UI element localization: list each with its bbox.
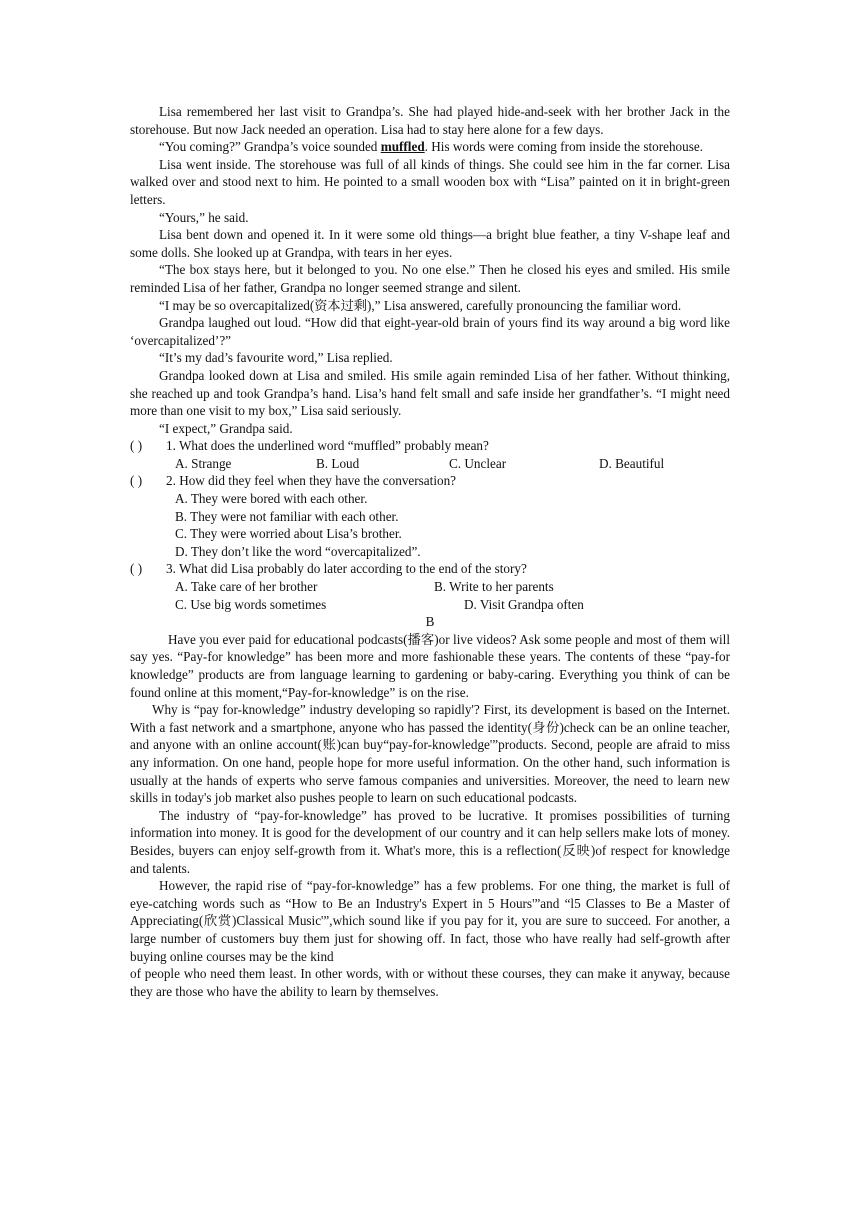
document-page [130, 103, 730, 1000]
passage-a-paragraph-1: Lisa remembered her last visit to Grandpa’s. She had played hide-and-seek with her brother Jack in the storehouse. But now Jack needed an operation. Lisa had to stay here alone for a few days. [130, 104, 730, 137]
option-a: A. They were bored with each other. [175, 491, 368, 507]
question-text: 2. How did they feel when they have the conversation? [166, 473, 457, 489]
option-b: B. They were not familiar with each other. [175, 508, 399, 524]
passage-b-paragraph-1: Have you ever paid for educational podcasts(播客)or live videos? Ask some people and most of them will say yes. “Pay-for knowledge” has been more and more fashionable these years. The contents of these “pay-for knowledge” products are from language learning to gardening or baby-caring. Everything you think of can be found online at this moment,“Pay-for-knowledge” is on the rise. [130, 631, 730, 700]
option-d: D. Visit Grandpa often [464, 596, 584, 612]
question-text: 3. What did Lisa probably do later according to the end of the story? [166, 561, 527, 577]
option-c: C. They were worried about Lisa’s brother. [175, 526, 402, 542]
passage-a-paragraph-4: “Yours,” he said. [159, 209, 249, 225]
option-d: D. They don’t like the word “overcapitalized”. [175, 543, 421, 559]
underlined-word: muffled [380, 139, 425, 155]
option-b: B. Write to her parents [434, 579, 554, 595]
option-a: A. Strange [175, 455, 232, 471]
text-segment: “You coming?” Grandpa’s voice sounded [159, 139, 381, 155]
passage-a-paragraph-3: Lisa went inside. The storehouse was full of all kinds of things. She could see him in the far corner. Lisa walked over and stood next to him. He pointed to a small wooden box with “Lisa” painted on it in bright-green letters. [130, 156, 730, 207]
question-3-options-row-1 [175, 578, 730, 596]
passage-b-paragraph-4: However, the rapid rise of “pay-for-knowledge” has a few problems. For one thing, the market is full of eye-catching words such as “How to Be an Industry's Expert in 5 Hours'”and “l5 Classes to Be a Master of Appreciating(欣赏)Classical Music'”,which sound like if you pay for it, you are sure to succeed. For another, a large number of customers buy them just for showing off. In fact, those who have really had self-growth after buying online courses may be the kind [130, 878, 730, 964]
question-1 [130, 437, 730, 455]
passage-a-paragraph-7: “I may be so overcapitalized(资本过剩),” Lisa answered, carefully pronouncing the familiar word. [159, 297, 682, 313]
question-3 [130, 560, 730, 578]
passage-a-paragraph-10: Grandpa looked down at Lisa and smiled. His smile again reminded Lisa of her father. Without thinking, she reached up and took Grandpa’s hand. Lisa’s hand felt small and safe inside her grandfather’s. “I might need more than one visit to my box,” Lisa said seriously. [130, 367, 730, 419]
passage-a-paragraph-6: “The box stays here, but it belonged to you. No one else.” Then he closed his eyes and smiled. His smile reminded Lisa of her father, Grandpa no longer seemed strange and silent. [130, 262, 730, 295]
passage-a-paragraph-8: Grandpa laughed out loud. “How did that eight-year-old brain of yours find its way around a big word like ‘overcapitalized’?” [130, 315, 730, 348]
section-b-heading: B [425, 614, 435, 630]
answer-blank: ( ) [130, 473, 143, 489]
passage-a-paragraph-11: “I expect,” Grandpa said. [159, 420, 293, 436]
option-d: D. Beautiful [599, 455, 665, 471]
passage-a-paragraph-5: Lisa bent down and opened it. In it were some old things—a bright blue feather, a tiny V-shape leaf and some dolls. She looked up at Grandpa, with tears in her eyes. [130, 227, 730, 260]
passage-b-paragraph-5: of people who need them least. In other words, with or without these courses, they can make it anyway, because they are those who have the ability to learn by themselves. [130, 966, 730, 999]
option-b: B. Loud [316, 455, 360, 471]
passage-a-paragraph-2 [130, 138, 730, 156]
passage-b-paragraph-3: The industry of “pay-for-knowledge” has proved to be lucrative. It promises possibilities of turning information into money. It is good for the development of our country and it can help sellers make lots of money. Besides, buyers can enjoy self-growth from it. What's more, this is a reflection(反映)of respect for knowledge and talents. [130, 807, 730, 876]
question-2 [130, 472, 730, 490]
question-1-options [175, 455, 730, 473]
text-segment: . His words were coming from inside the storehouse. [424, 139, 704, 155]
question-text: 1. What does the underlined word “muffled” probably mean? [166, 438, 489, 454]
question-3-options-row-2 [175, 596, 730, 614]
option-c: C. Use big words sometimes [175, 596, 327, 612]
passage-b-paragraph-2: Why is “pay for-knowledge” industry developing so rapidly'? First, its development is based on the Internet. With a fast network and a smartphone, anyone who has passed the identity(身份)check can be an online teacher, and anyone with an online account(账)can buy“pay-for-knowledge'”products. Second, people are afraid to miss any information. On one hand, people hope for more useful information. On the other hand, such information is usually at the hands of experts who serve famous companies and universities. Moreover, the need to learn new skills in today's job market also pushes people to learn on such educational podcasts. [130, 702, 730, 806]
passage-a-paragraph-9: “It’s my dad’s favourite word,” Lisa replied. [159, 350, 393, 366]
option-a: A. Take care of her brother [175, 579, 318, 595]
answer-blank: ( ) [130, 561, 143, 577]
option-c: C. Unclear [449, 455, 507, 471]
answer-blank: ( ) [130, 438, 143, 454]
